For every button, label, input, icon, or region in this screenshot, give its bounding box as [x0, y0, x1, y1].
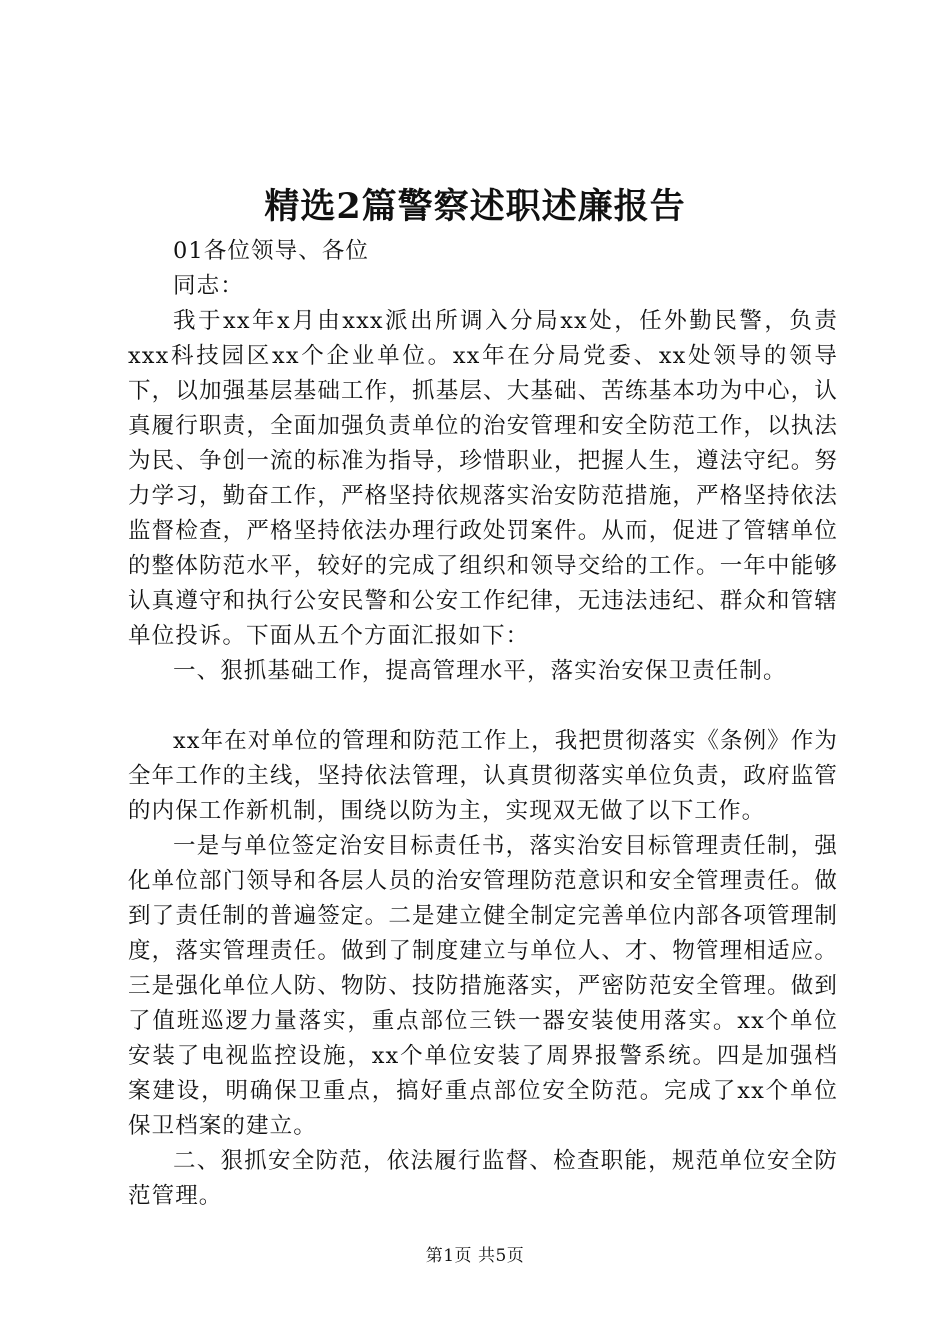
paragraph-section-1-detail: 一是与单位签定治安目标责任书，落实治安目标管理责任制，强化单位部门领导和各层人员的治安管理防范意识和安全管理责任。做到了责任制的普遍签定。二是建立健全制定完善单位内部各项管理制度，落实管理责任。做到了制度建立与单位人、才、物管理相适应。三是强化单位人防、物防、技防措施落实，严密防范安全管理。做到了值班巡逻力量落实，重点部位三铁一器安装使用落实。xx个单位安装了电视监控设施，xx个单位安装了周界报警系统。四是加强档案建设，明确保卫重点，搞好重点部位安全防范。完成了xx个单位保卫档案的建立。	[128, 833, 838, 1139]
section-heading-1: 一、狠抓基础工作，提高管理水平，落实治安保卫责任制。	[173, 658, 787, 684]
document-title: 精选2篇警察述职述廉报告	[264, 186, 686, 227]
blank-line	[128, 689, 838, 724]
paragraph-intro: 我于xx年x月由xxx派出所调入分局xx处，任外勤民警，负责xxx科技园区xx个企业单位。xx年在分局党委、xx处领导的领导下，以加强基层基础工作，抓基层、大基础、苦练基本功为中心，认真履行职责，全面加强负责单位的治安管理和安全防范工作，以执法为民、争创一流的标准为指导，珍惜职业，把握人生，遵法守纪。努力学习，勤奋工作，严格坚持依规落实治安防范措施，严格坚持依法监督检查，严格坚持依法办理行政处罚案件。从而，促进了管辖单位的整体防范水平，较好的完成了组织和领导交给的工作。一年中能够认真遵守和执行公安民警和公安工作纪律，无违法违纪、群众和管辖单位投诉。下面从五个方面汇报如下：	[128, 308, 838, 649]
paragraph-section-1-intro: xx年在对单位的管理和防范工作上，我把贯彻落实《条例》作为全年工作的主线，坚持依法管理，认真贯彻落实单位负责，政府监管的内保工作新机制，围绕以防为主，实现双无做了以下工作。	[128, 728, 838, 824]
salutation-line-2: 同志：	[173, 273, 244, 299]
document-body	[128, 234, 838, 1214]
section-heading-2: 二、狠抓安全防范，依法履行监督、检查职能，规范单位安全防范管理。	[128, 1148, 838, 1209]
page-footer: 第1页 共5页	[425, 1246, 525, 1266]
salutation-line-1: 01各位领导、各位	[173, 238, 370, 264]
